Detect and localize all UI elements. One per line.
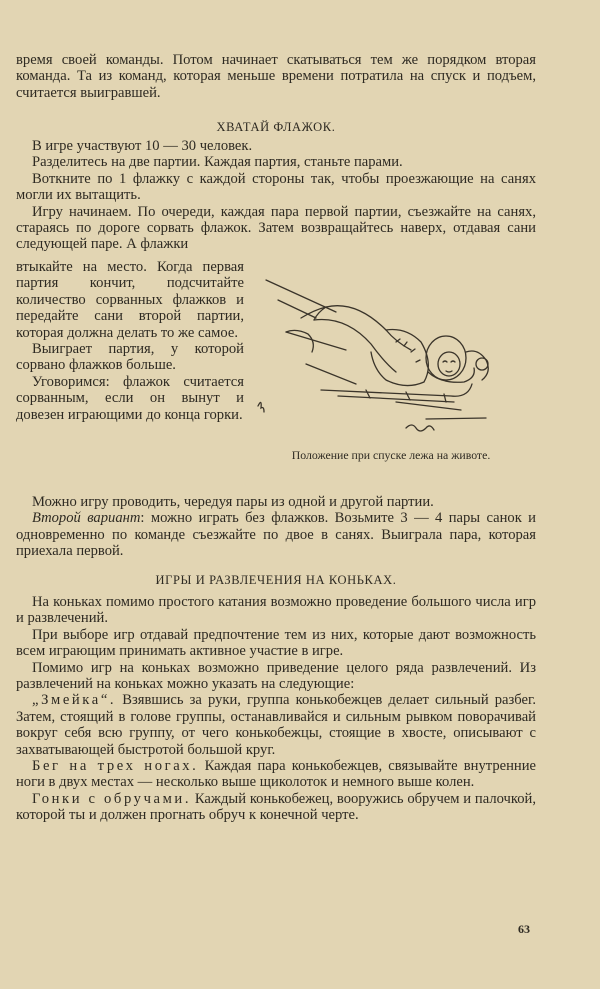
page-number: 63 bbox=[518, 922, 530, 936]
zmeika-label: „Змейка“. bbox=[32, 692, 117, 709]
skates-section bbox=[16, 594, 536, 824]
flag-section-top bbox=[16, 138, 536, 253]
flag-paragraph-5: втыкайте на место. Когда первая партия кончит, подсчитайте количество сорванных флажков и передайте сани второй партии, которая должна делать то же самое. bbox=[16, 259, 244, 341]
variant-label: Второй вариант bbox=[32, 510, 141, 527]
flag-paragraph-4: Игру начинаем. По очереди, каждая пара первой партии, съезжайте на санях, стараясь по дороге сорвать флажок. Затем возвращайтесь наверх, отдавая сани следующей паре. А флажки bbox=[16, 203, 536, 253]
intro-paragraph: время своей команды. Потом начинает скатываться тем же порядком вторая команда. Та из команд, которая меньше времени потратила на спуск и подъем, считается выигравшей. bbox=[16, 52, 536, 101]
sled-rider-drawing bbox=[246, 272, 536, 444]
three-legs-text: Каждая пара конькобежцев, связывайте внутренние ноги в двух местах — несколько выше щиколоток и немного выше колен. bbox=[16, 758, 536, 791]
flag-section-bottom bbox=[16, 494, 536, 560]
flag-paragraph-6: Выиграет партия, у которой сорвано флажков больше. bbox=[16, 341, 244, 374]
three-legs-label: Бег на трех ногах. bbox=[32, 758, 199, 775]
figure-caption: Положение при спуске лежа на животе. bbox=[291, 448, 491, 462]
flag-variant-paragraph bbox=[16, 510, 536, 559]
flag-paragraph-1: В игре участвуют 10 — 30 человек. bbox=[32, 138, 253, 154]
zmeika-paragraph bbox=[16, 692, 536, 758]
hoops-label: Гонки с обручами. bbox=[32, 790, 192, 807]
flag-section-wrapped bbox=[16, 259, 244, 423]
heading-flag: ХВАТАЙ ФЛАЖОК. bbox=[216, 120, 336, 134]
skates-paragraph-3: Помимо игр на коньках возможно приведение целого ряда развлечений. Из развлечений на коньках можно указать на следующие: bbox=[16, 659, 536, 693]
hoops-paragraph bbox=[16, 791, 536, 824]
skates-paragraph-2: При выборе игр отдавай предпочтение тем из них, которые дают возможность всем играющим принимать активное участие в игре. bbox=[16, 626, 536, 660]
sled-illustration bbox=[246, 272, 536, 463]
skates-paragraph-1: На коньках помимо простого катания возможно проведение большого числа игр и развлечений. bbox=[16, 594, 536, 627]
flag-paragraph-2: Разделитесь на две партии. Каждая партия, станьте парами. bbox=[32, 154, 403, 171]
intro-block bbox=[16, 52, 536, 101]
zmeika-text: Взявшись за руки, группа конькобежцев делает сильный разбег. Затем, стоящий в голове группы, останавливайся и сильным рывком поворачивай вокруг себя всю группу, от чего конькобежцы, стоящие в хвосте, описывают с захватывающей быстротой большой круг. bbox=[16, 692, 536, 758]
flag-paragraph-3: Воткните по 1 флажку с каждой стороны так, чтобы проезжающие на санях могли их вытащить. bbox=[16, 170, 536, 204]
variant-text: : можно играть без флажков. Возьмите 3 — 4 пары санок и одновременно по команде съезжайте по двое в санях. Выиграла пара, которая приехала первой. bbox=[16, 510, 536, 560]
hoops-text: Каждый конькобежец, вооружись обручем и палочкой, которой ты и должен прогнать обруч к конечной черте. bbox=[16, 790, 536, 824]
flag-paragraph-7: Уговоримся: флажок считается сорванным, если он вынут и довезен играющими до конца горки. bbox=[16, 373, 244, 423]
heading-skates: ИГРЫ И РАЗВЛЕЧЕНИЯ НА КОНЬКАХ. bbox=[155, 573, 397, 587]
three-legs-paragraph bbox=[16, 758, 536, 791]
flag-paragraph-8: Можно игру проводить, чередуя пары из одной и другой партии. bbox=[32, 494, 434, 510]
